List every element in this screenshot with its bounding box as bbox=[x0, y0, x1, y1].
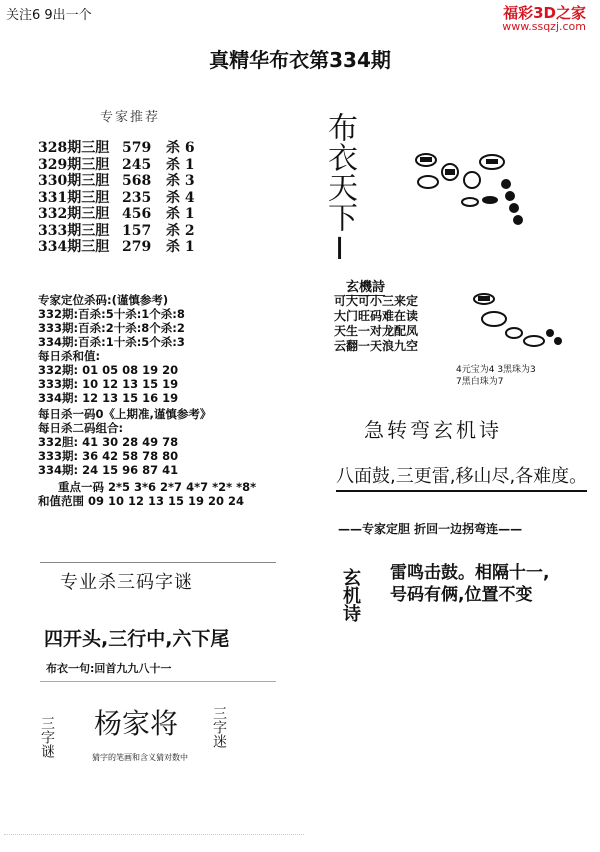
dan-numbers: 157 bbox=[122, 222, 152, 239]
expert-recommend-heading: 专家推荐 bbox=[100, 110, 161, 125]
list-item bbox=[38, 190, 195, 207]
riddle-line: 雷鸣击鼓。相隔十一, bbox=[390, 563, 550, 583]
buyi-tianxia-vertical: 布衣天下I bbox=[322, 112, 357, 267]
yang-riddle-note: 猜字的笔画和含义猜对数中 bbox=[92, 753, 188, 762]
list-item bbox=[38, 173, 195, 190]
kill-number: 杀 4 bbox=[166, 189, 195, 206]
three-dan-kill-list bbox=[38, 140, 195, 256]
coin-bead-illustration-icon bbox=[410, 140, 530, 230]
position-kill-title: 专家定位杀码:(谨慎参考) bbox=[38, 293, 169, 307]
site-url[interactable]: www.ssqzj.com bbox=[502, 20, 586, 33]
list-item: 333期: 10 12 13 15 19 bbox=[38, 377, 179, 391]
xuanji-poem bbox=[334, 294, 418, 354]
page-title: 真精华布衣第334期 bbox=[209, 48, 391, 72]
poem-line: 可大可小三来定 bbox=[334, 294, 419, 308]
riddle-line: 号码有俩,位置不变 bbox=[390, 585, 533, 605]
riddle-title: 专业杀三码字谜 bbox=[60, 572, 193, 593]
list-item: 333期: 36 42 58 78 80 bbox=[38, 449, 179, 463]
bead-legend-line: 4元宝为4 3黑珠为3 bbox=[456, 365, 536, 375]
period-label: 332期三胆 bbox=[38, 206, 110, 222]
list-item bbox=[38, 157, 195, 174]
dan-numbers: 579 bbox=[122, 140, 152, 156]
yang-riddle: 杨家将 bbox=[94, 707, 179, 740]
three-char-riddle-left: 三字谜 bbox=[39, 716, 55, 758]
poem-line: 大门旺码难在读 bbox=[334, 309, 419, 323]
treasure-bead-illustration-icon bbox=[470, 285, 570, 355]
riddle-text: 四开头,三行中,六下尾 bbox=[44, 628, 230, 650]
list-item bbox=[38, 223, 195, 240]
kill-number: 杀 3 bbox=[166, 173, 195, 189]
expert-position-block bbox=[38, 293, 256, 508]
one-code-kill-title: 每日杀一码0《上期准,谨慎参考》 bbox=[38, 407, 212, 421]
xuanji-vertical-title: 玄机诗 bbox=[340, 568, 361, 622]
poem-line: 天生一对龙配凤 bbox=[334, 324, 419, 338]
kill-number: 杀 2 bbox=[166, 222, 195, 239]
list-item: 332期: 01 05 08 19 20 bbox=[38, 363, 179, 377]
key-code-row: 重点一码 2*5 3*6 2*7 4*7 *2* *8* bbox=[58, 480, 257, 494]
two-code-kill-title: 每日杀二码组合: bbox=[38, 421, 124, 435]
kill-number: 杀 1 bbox=[166, 156, 195, 173]
list-item bbox=[38, 206, 195, 223]
brain-teaser-title: 急转弯玄机诗 bbox=[364, 418, 502, 442]
expert-dan-line: ——专家定胆 折回一边拐弯连—— bbox=[338, 522, 523, 536]
list-item: 334期: 24 15 96 87 41 bbox=[38, 463, 179, 477]
list-item bbox=[38, 140, 195, 157]
dan-numbers: 245 bbox=[122, 156, 152, 173]
period-label: 330期三胆 bbox=[38, 173, 110, 189]
bead-legend-line: 7黑白珠为7 bbox=[456, 377, 504, 387]
period-label: 331期三胆 bbox=[38, 189, 110, 206]
sum-range-row: 和值范围 09 10 12 13 15 19 20 24 bbox=[38, 494, 245, 508]
kill-number: 杀 1 bbox=[166, 206, 195, 222]
bead-legend bbox=[456, 364, 536, 388]
period-label: 329期三胆 bbox=[38, 156, 110, 173]
period-label: 328期三胆 bbox=[38, 140, 110, 156]
dan-numbers: 568 bbox=[122, 173, 152, 189]
period-label: 334期三胆 bbox=[38, 239, 110, 255]
thunder-riddle bbox=[390, 562, 549, 606]
kill-number: 杀 6 bbox=[166, 140, 195, 156]
brain-teaser-text: 八面鼓,三更雷,移山尽,各难度。 bbox=[336, 462, 587, 492]
list-item: 333期:百杀:2十杀:8个杀:2 bbox=[38, 321, 185, 335]
sum-kill-title: 每日杀和值: bbox=[38, 349, 101, 363]
list-item bbox=[38, 239, 195, 256]
xuanji-poem-heading: 玄機詩 bbox=[346, 276, 385, 296]
buyi-line: 布衣一句:回首九九八十一 bbox=[46, 662, 172, 675]
poem-line: 云翻一天浪九空 bbox=[334, 339, 419, 353]
dan-numbers: 456 bbox=[122, 206, 152, 222]
site-logo-name[interactable]: 福彩3D之家 bbox=[503, 4, 586, 22]
list-item: 332胆: 41 30 28 49 78 bbox=[38, 435, 179, 449]
dan-numbers: 279 bbox=[122, 239, 152, 255]
three-char-riddle-right: 三字迷 bbox=[211, 706, 227, 748]
list-item: 332期:百杀:5十杀:1个杀:8 bbox=[38, 307, 185, 321]
list-item: 334期:百杀:1十杀:5个杀:3 bbox=[38, 335, 185, 349]
bottom-divider bbox=[4, 834, 304, 835]
header-note: 关注6 9出一个 bbox=[6, 8, 92, 23]
period-label: 333期三胆 bbox=[38, 222, 110, 239]
kill-number: 杀 1 bbox=[166, 239, 195, 255]
list-item: 334期: 12 13 15 16 19 bbox=[38, 391, 179, 405]
dan-numbers: 235 bbox=[122, 189, 152, 206]
